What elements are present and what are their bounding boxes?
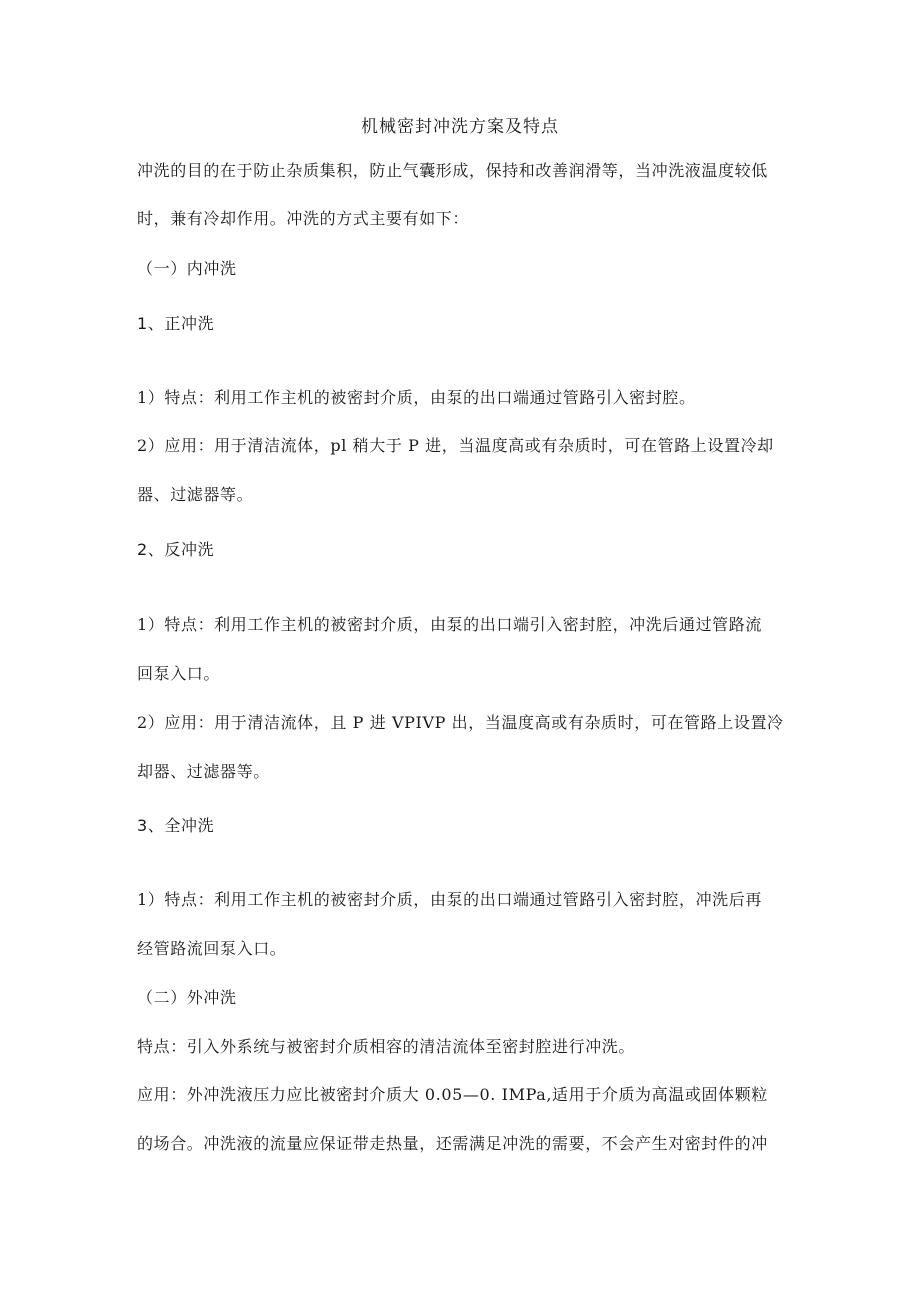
sub1-application-line-1: 2）应用：用于清洁流体，pl 稍大于 P 进，当温度高或有杂质时，可在管路上设置冷却 (137, 436, 774, 455)
document-title: 机械密封冲洗方案及特点 (361, 117, 559, 137)
sub3-feature-line-2: 经管路流回泵入口。 (137, 939, 287, 958)
sub1-heading: 1、正冲洗 (137, 314, 215, 333)
sub1-application-line-2: 器、过滤器等。 (137, 485, 254, 504)
sub2-application-line-1: 2）应用：用于清洁流体，且 P 进 VPIVP 出，当温度高或有杂质时，可在管路上设置冷 (137, 713, 784, 732)
sub2-heading: 2、反冲洗 (137, 540, 215, 559)
section-internal-heading: （一）内冲洗 (137, 259, 237, 278)
sub1-feature: 1）特点：利用工作主机的被密封介质，由泵的出口端通过管路引入密封腔。 (137, 388, 696, 407)
external-feature: 特点：引入外系统与被密封介质相容的清洁流体至密封腔进行冲洗。 (137, 1037, 636, 1056)
sub2-feature-line-2: 回泵入口。 (137, 664, 221, 683)
sub3-heading: 3、全冲洗 (137, 816, 215, 835)
intro-line-2: 时，兼有冷却作用。冲洗的方式主要有如下： (137, 209, 470, 228)
sub2-application-line-2: 却器、过滤器等。 (137, 762, 270, 781)
intro-line-1: 冲洗的目的在于防止杂质集积，防止气囊形成，保持和改善润滑等，当冲洗液温度较低 (137, 161, 768, 180)
external-application-line-1: 应用：外冲洗液压力应比被密封介质大 0.05—0. IMPa,适用于介质为高温或固体颗粒 (137, 1085, 768, 1104)
sub3-feature-line-1: 1）特点：利用工作主机的被密封介质，由泵的出口端通过管路引入密封腔，冲洗后再 (137, 890, 762, 909)
section-external-heading: （二）外冲洗 (137, 988, 237, 1007)
external-application-line-2: 的场合。冲洗液的流量应保证带走热量，还需满足冲洗的需要，不会产生对密封件的冲 (137, 1134, 768, 1153)
sub2-feature-line-1: 1）特点：利用工作主机的被密封介质，由泵的出口端引入密封腔，冲洗后通过管路流 (137, 615, 762, 634)
